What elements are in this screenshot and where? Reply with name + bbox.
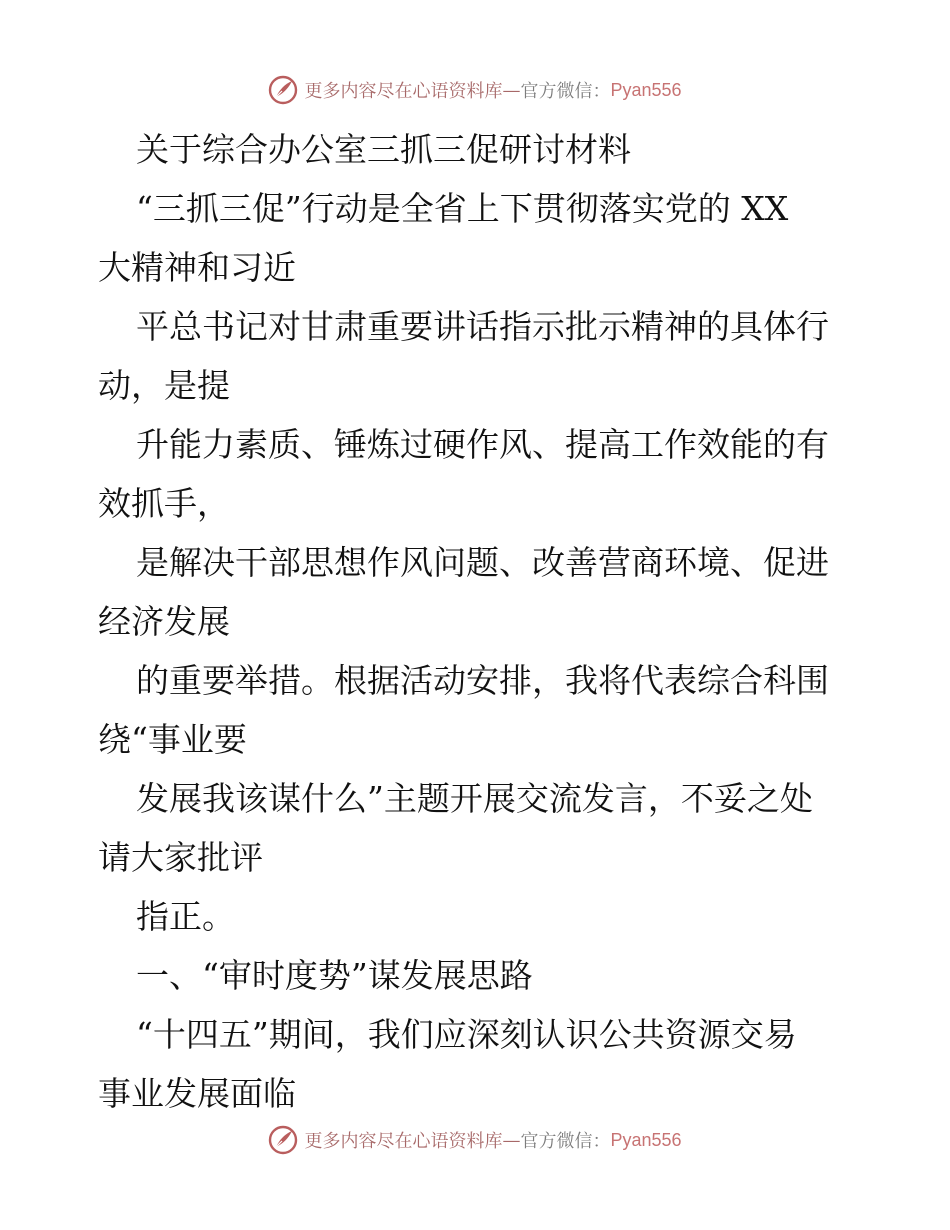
watermark-wechat-label: 官方微信： [520, 1131, 611, 1152]
document-line: “十四五”期间，我们应深刻认识公共资源交易 [136, 1015, 797, 1054]
document-line: 是解决干部思想作风问题、改善营商环境、促进 [136, 543, 829, 582]
document-line: 请大家批评 [98, 838, 263, 877]
feather-pen-logo-icon [268, 75, 298, 105]
watermark-wechat-id: Pyan556 [610, 1129, 682, 1150]
watermark-text: 更多内容尽在心语资料库 [304, 1131, 503, 1152]
document-body [98, 120, 858, 1123]
watermark-header [0, 70, 950, 110]
document-line: 的重要举措。根据活动安排，我将代表综合科围 [136, 661, 829, 700]
document-line: 指正。 [136, 897, 235, 936]
document-line: 经济发展 [98, 602, 230, 641]
section-heading: 一、“审时度势”谋发展思路 [136, 956, 533, 995]
document-line: 平总书记对甘肃重要讲话指示批示精神的具体行 [136, 307, 829, 346]
watermark-text: 更多内容尽在心语资料库 [304, 81, 503, 102]
document-line: 效抓手， [98, 484, 230, 523]
document-line: 事业发展面临 [98, 1074, 296, 1113]
document-line: 绕“事业要 [98, 720, 247, 759]
document-line: 升能力素质、锤炼过硬作风、提高工作效能的有 [136, 425, 829, 464]
watermark-footer [0, 1120, 950, 1160]
watermark-dash: — [502, 1129, 521, 1151]
document-line: 动，是提 [98, 366, 230, 405]
document-line: 发展我该谋什么”主题开展交流发言，不妥之处 [136, 779, 813, 818]
document-line: 关于综合办公室三抓三促研讨材料 [136, 130, 631, 169]
feather-pen-logo-icon [268, 1125, 298, 1155]
watermark-wechat-label: 官方微信： [520, 81, 611, 102]
watermark-dash: — [502, 79, 521, 101]
document-line: “三抓三促”行动是全省上下贯彻落实党的 XX [136, 189, 789, 228]
watermark-wechat-id: Pyan556 [610, 79, 682, 100]
document-line: 大精神和习近 [98, 248, 296, 287]
